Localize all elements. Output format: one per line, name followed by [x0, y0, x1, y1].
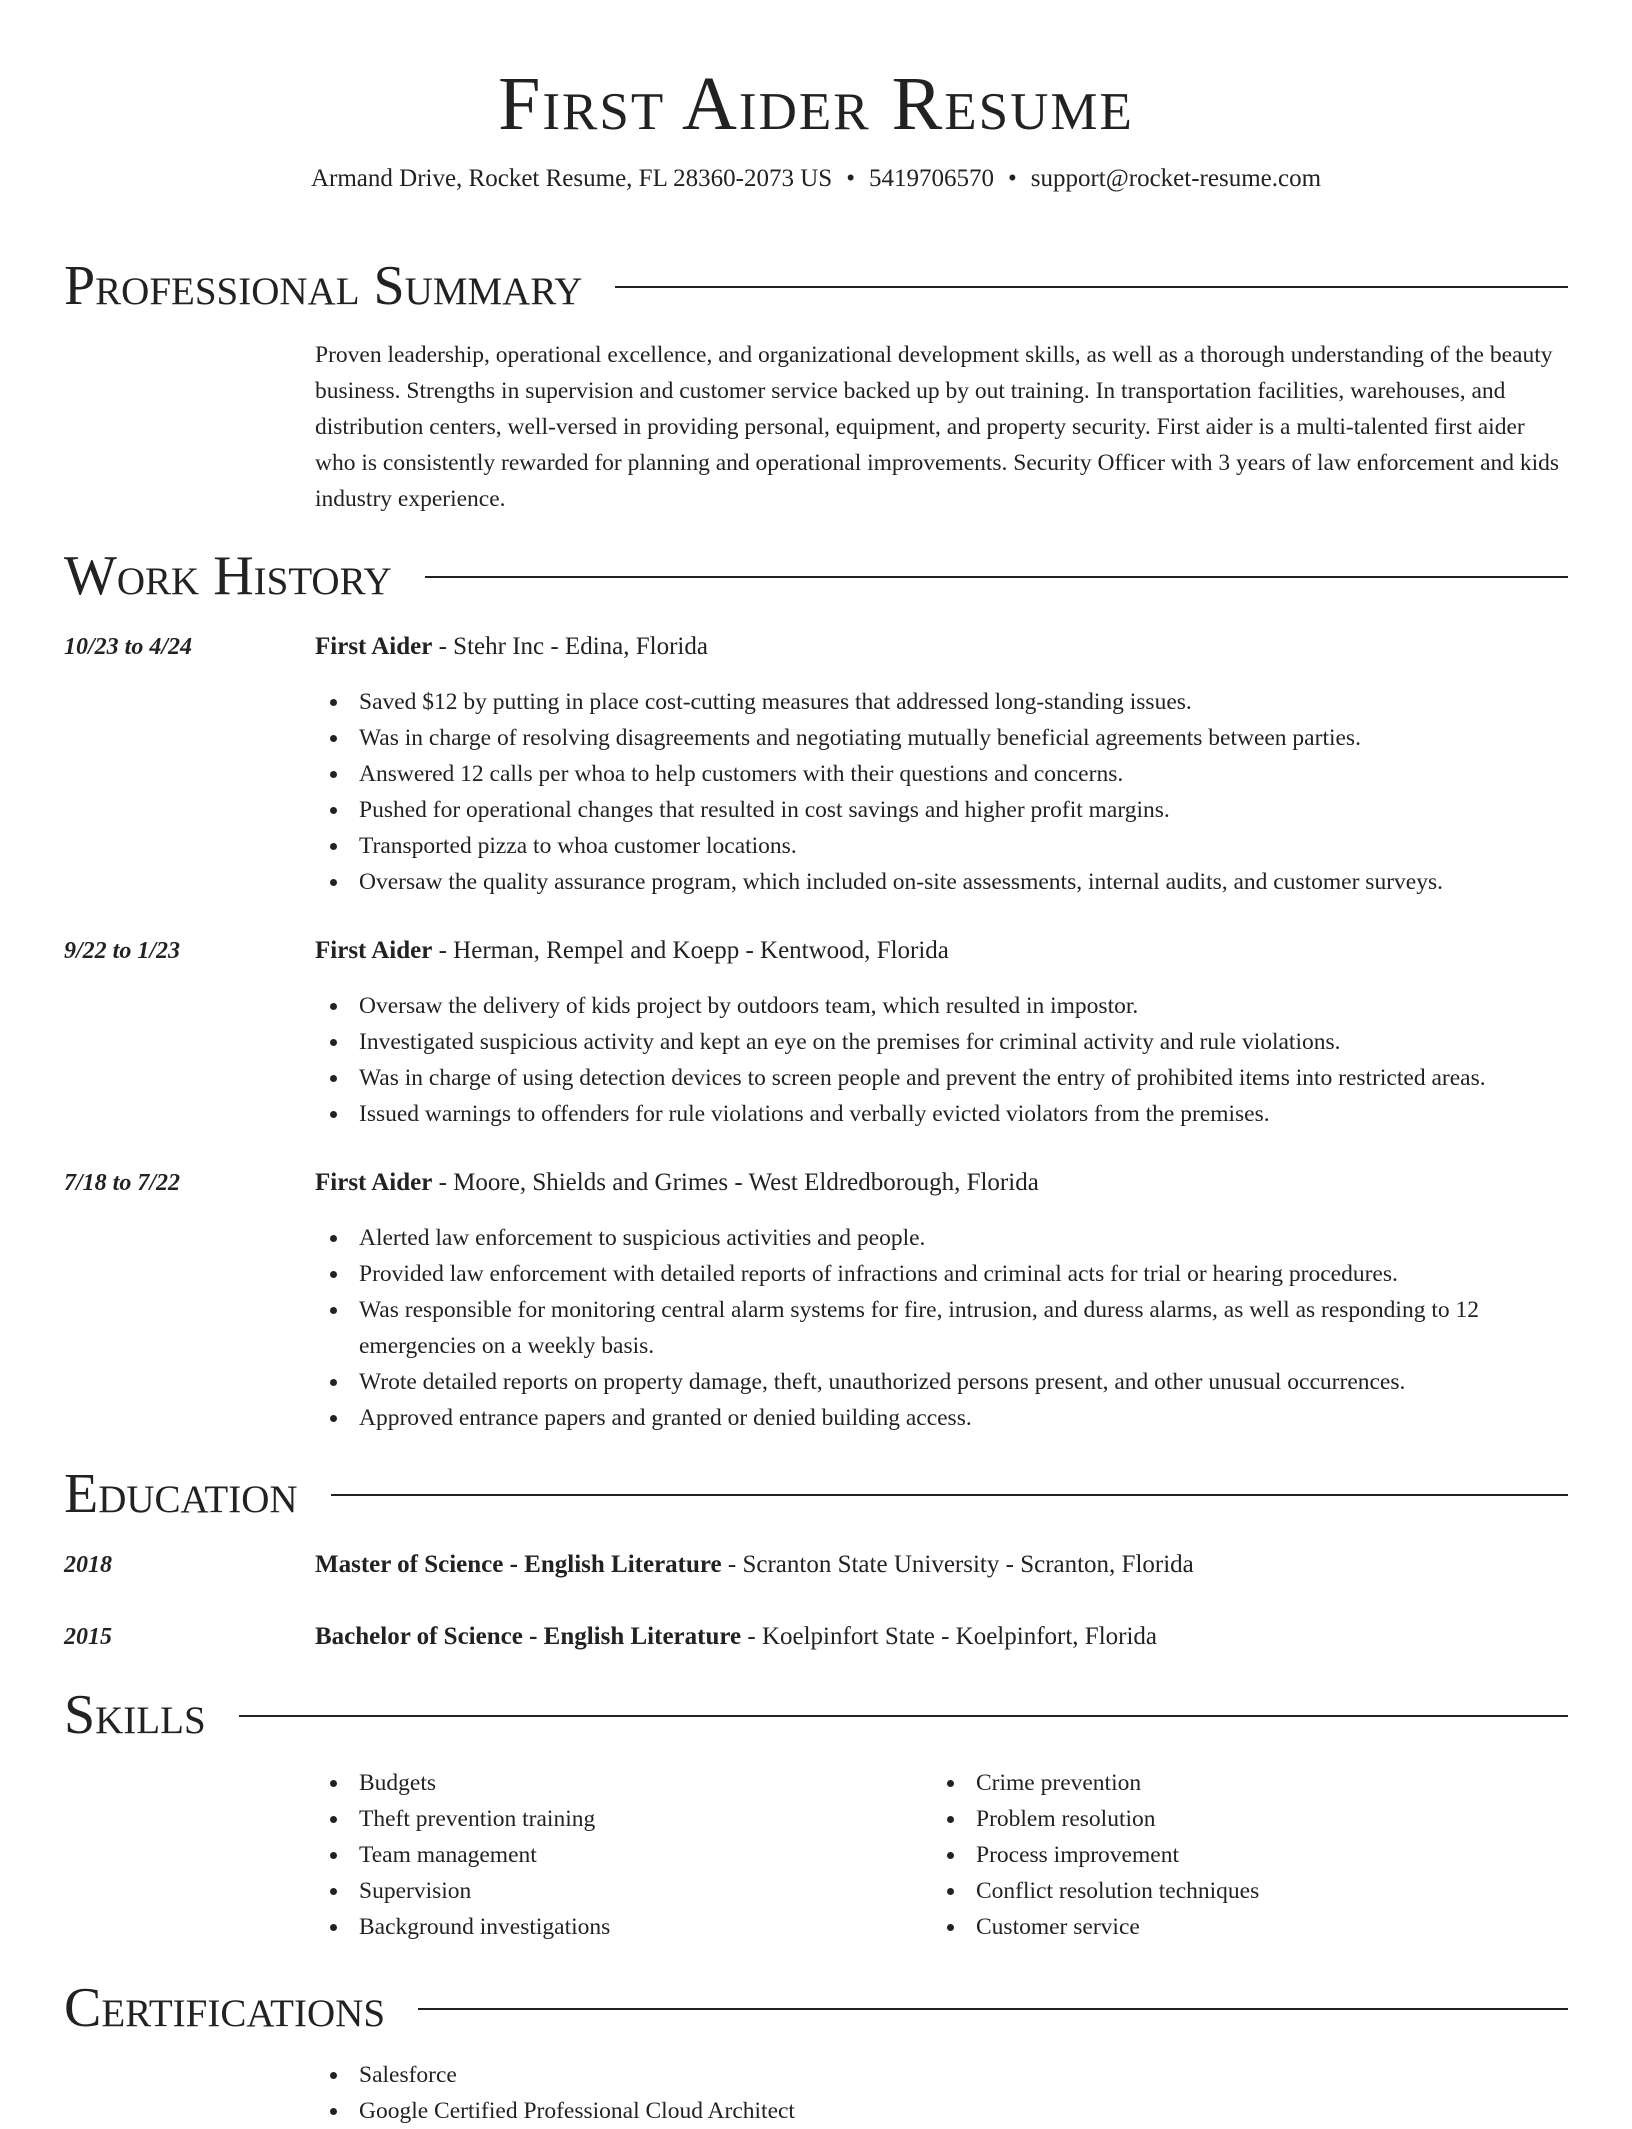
job-title: [315, 934, 949, 968]
summary-text: Proven leadership, operational excellence, and organizational development skills, as well as a thorough understanding of the beauty business. Strengths in supervision and customer service backed up by out training. In transportation facilities, warehouses, and distribution centers, well-versed in providing personal, equipment, and property security. First aider is a multi-talented first aider who is consistently rewarded for planning and operational improvements. Security Officer with 3 years of law enforcement and kids industry experience.: [315, 342, 1560, 512]
list-item: Was responsible for monitoring central alarm systems for fire, intrusion, and duress alarms, as well as responding to 12 emergencies on a weekly basis.: [315, 1292, 1568, 1364]
list-item: Oversaw the delivery of kids project by outdoors team, which resulted in impostor.: [315, 988, 1568, 1024]
job-details: - Stehr Inc - Edina, Florida: [432, 633, 708, 660]
list-item: Pushed for operational changes that resulted in cost savings and higher profit margins.: [315, 792, 1568, 828]
skill-item: Background investigations: [315, 1909, 915, 1945]
section-heading: [64, 544, 1568, 608]
list-item: Provided law enforcement with detailed reports of infractions and criminal acts for trial or hearing procedures.: [315, 1256, 1568, 1292]
job-dates: 7/18 to 7/22: [64, 1170, 181, 1196]
skill-item: Theft prevention training: [315, 1801, 915, 1837]
section-rule: [425, 576, 1568, 578]
list-item: Investigated suspicious activity and kept an eye on the premises for criminal activity and rule violations.: [315, 1024, 1568, 1060]
job-details: - Herman, Rempel and Koepp - Kentwood, Florida: [432, 937, 949, 964]
certification-item: Salesforce: [315, 2057, 1568, 2093]
separator-dot: •: [1007, 165, 1017, 192]
job-dates: 9/22 to 1/23: [64, 938, 181, 964]
certification-item: Google Certified Professional Cloud Architect: [315, 2093, 1568, 2129]
skill-item: Budgets: [315, 1765, 915, 1801]
list-item: Approved entrance papers and granted or denied building access.: [315, 1400, 1568, 1436]
skill-item: Problem resolution: [932, 1801, 1532, 1837]
education-section: [64, 1462, 1568, 1526]
resume-page: [64, 0, 1568, 2124]
job-bullets: [315, 1220, 1568, 1436]
education-degree: Master of Science - English Literature: [315, 1551, 722, 1578]
section-title: Education: [64, 1463, 298, 1525]
skills-list-right: [932, 1765, 1532, 1945]
job-dates: 10/23 to 4/24: [64, 634, 193, 660]
list-item: Oversaw the quality assurance program, which included on-site assessments, internal audits, and customer surveys.: [315, 864, 1568, 900]
skills-section: [64, 1683, 1568, 1747]
job-bullets: [315, 988, 1568, 1132]
education-title: [315, 1548, 1194, 1582]
section-title: Certifications: [64, 1977, 386, 2039]
list-item: Issued warnings to offenders for rule violations and verbally evicted violators from the premises.: [315, 1096, 1568, 1132]
certifications-list: [315, 2057, 1568, 2129]
certifications-section: [64, 1976, 1568, 2040]
education-year: 2015: [64, 1624, 112, 1650]
education-details: - Scranton State University - Scranton, Florida: [721, 1551, 1194, 1578]
skill-item: Supervision: [315, 1873, 915, 1909]
education-details: - Koelpinfort State - Koelpinfort, Florida: [741, 1623, 1158, 1650]
list-item: Answered 12 calls per whoa to help customers with their questions and concerns.: [315, 756, 1568, 792]
job-role: First Aider: [315, 937, 433, 964]
section-title: Skills: [64, 1684, 206, 1746]
section-heading: [64, 1462, 1568, 1526]
skill-item: Crime prevention: [932, 1765, 1532, 1801]
list-item: Transported pizza to whoa customer locations.: [315, 828, 1568, 864]
separator-dot: •: [846, 165, 855, 192]
address: Armand Drive, Rocket Resume, FL 28360-2073 US: [310, 165, 833, 192]
job-title: [315, 630, 708, 664]
job-role: First Aider: [315, 633, 433, 660]
email: support@rocket-resume.com: [1030, 165, 1322, 192]
section-rule: [615, 286, 1568, 288]
section-rule: [239, 1715, 1568, 1717]
education-degree: Bachelor of Science - English Literature: [315, 1623, 742, 1650]
section-rule: [331, 1494, 1568, 1496]
phone: 5419706570: [868, 165, 994, 192]
resume-title: First Aider Resume: [498, 62, 1134, 146]
job-title: [315, 1166, 1039, 1200]
skill-item: Customer service: [932, 1909, 1532, 1945]
skill-item: Process improvement: [932, 1837, 1532, 1873]
section-heading: [64, 254, 1568, 318]
section-title: Professional Summary: [64, 255, 583, 317]
section-title: Work History: [64, 545, 392, 607]
education-title: [315, 1620, 1157, 1654]
section-heading: [64, 1976, 1568, 2040]
skills-list-left: [315, 1765, 915, 1945]
skill-item: Team management: [315, 1837, 915, 1873]
list-item: Was in charge of resolving disagreements and negotiating mutually beneficial agreements between parties.: [315, 720, 1568, 756]
job-bullets: [315, 684, 1568, 900]
work-history-section: [64, 544, 1568, 608]
job-details: - Moore, Shields and Grimes - West Eldredborough, Florida: [432, 1169, 1039, 1196]
job-role: First Aider: [315, 1169, 433, 1196]
list-item: Saved $12 by putting in place cost-cutting measures that addressed long-standing issues.: [315, 684, 1568, 720]
list-item: Wrote detailed reports on property damage, theft, unauthorized persons present, and other unusual occurrences.: [315, 1364, 1568, 1400]
list-item: Alerted law enforcement to suspicious activities and people.: [315, 1220, 1568, 1256]
section-heading: [64, 1683, 1568, 1747]
list-item: Was in charge of using detection devices to screen people and prevent the entry of prohibited items into restricted areas.: [315, 1060, 1568, 1096]
education-year: 2018: [64, 1552, 112, 1578]
contact-line: [64, 162, 1568, 196]
skill-item: Conflict resolution techniques: [932, 1873, 1532, 1909]
summary-section: [64, 254, 1568, 318]
section-rule: [418, 2008, 1568, 2010]
